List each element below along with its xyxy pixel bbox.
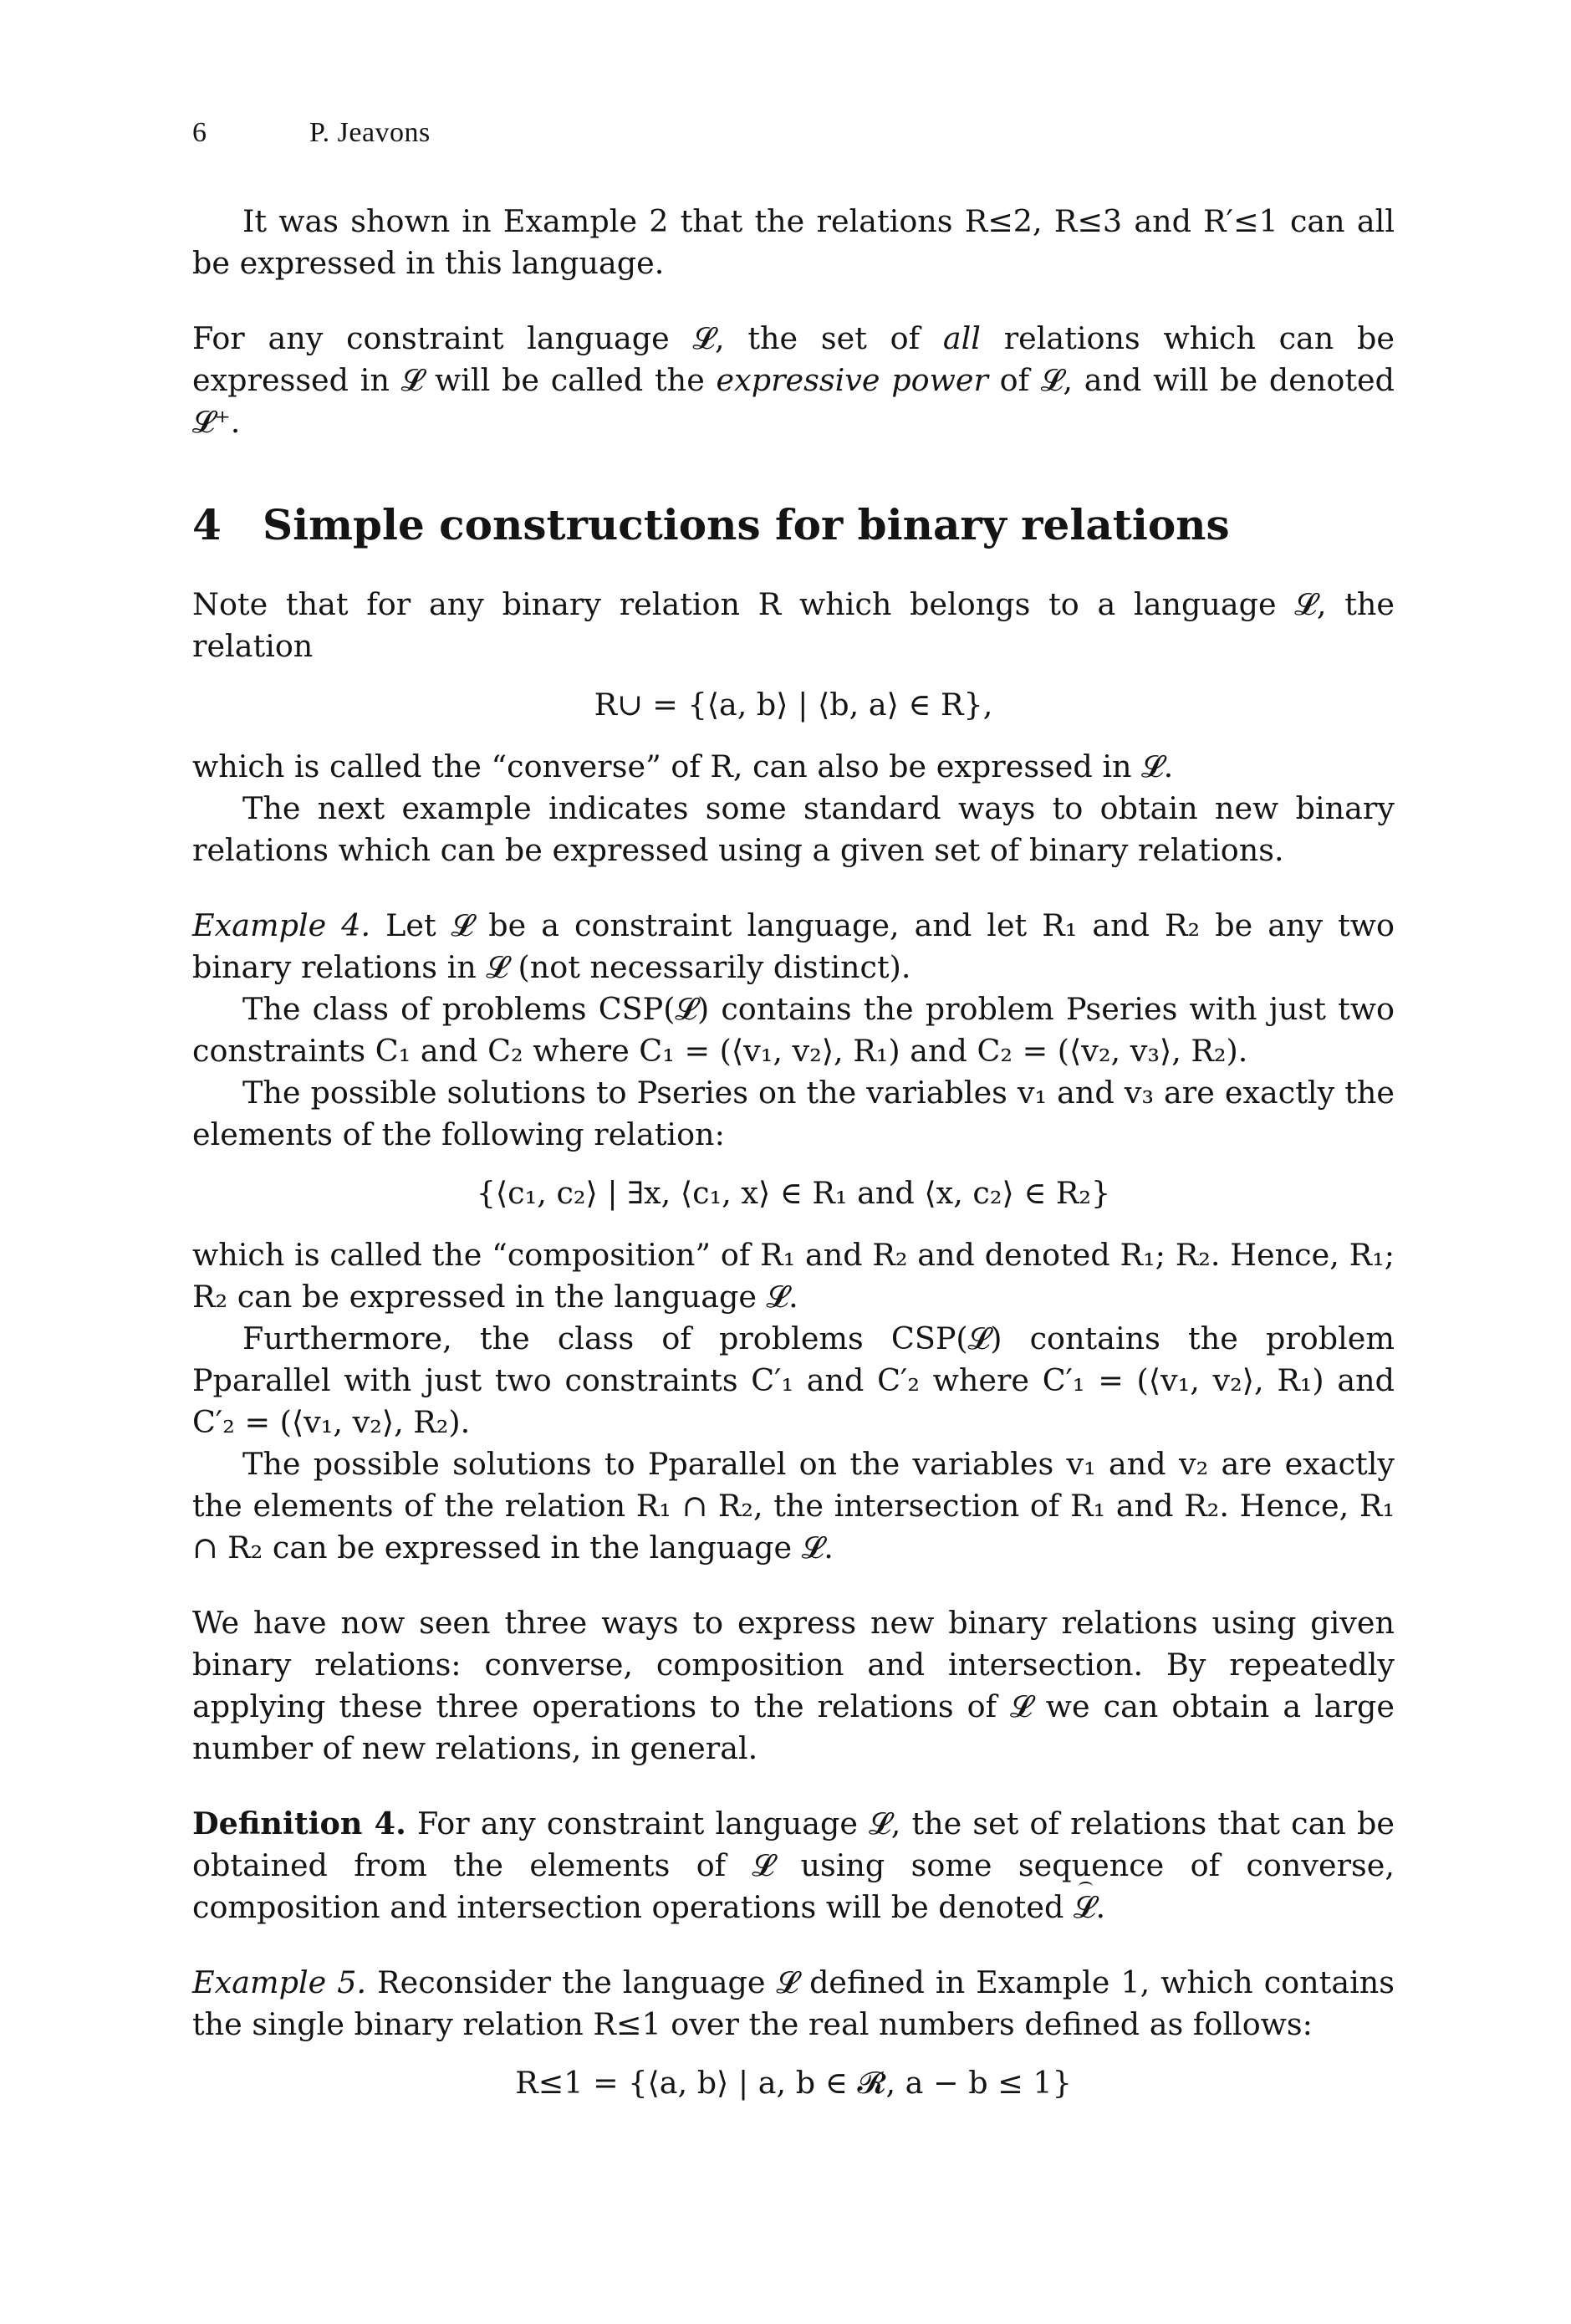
section-title: Simple constructions for binary relations bbox=[263, 500, 1230, 549]
section-heading bbox=[192, 500, 1395, 550]
equation-composition: {⟨c₁, c₂⟩ | ∃x, ⟨c₁, x⟩ ∈ R₁ and ⟨x, c₂⟩ ∈ R₂} bbox=[476, 1175, 1111, 1211]
paragraph-example2-reference: It was shown in Example 2 that the relations R≤2, R≤3 and R′≤1 can all be expressed in this language. bbox=[192, 203, 1395, 281]
running-title: P. Jeavons bbox=[309, 117, 431, 148]
example-5 bbox=[192, 1962, 1395, 2046]
example-4 bbox=[192, 905, 1395, 988]
example-4-series-solutions: The possible solutions to Pseries on the variables v₁ and v₃ are exactly the elements of the following relation: bbox=[192, 1075, 1395, 1152]
emphasis-all: all bbox=[942, 320, 981, 356]
example-4-series: The class of problems CSP(𝓛) contains the problem Pseries with just two constraints C₁ and C₂ where C₁ = (⟨v₁, v₂⟩, R₁) and C₂ = (⟨v₂, v₃⟩, R₂). bbox=[192, 991, 1395, 1069]
text-fragment: For any constraint language 𝓛, the set of bbox=[192, 320, 943, 356]
equation-converse: R∪ = {⟨a, b⟩ | ⟨b, a⟩ ∈ R}, bbox=[594, 687, 993, 723]
text-fragment: of 𝓛, and will be denoted 𝓛⁺. bbox=[192, 362, 1395, 440]
example-4-text: Let 𝓛 be a constraint language, and let R₁ and R₂ be any two binary relations in 𝓛 (not necessarily distinct). bbox=[192, 907, 1395, 985]
running-header bbox=[192, 117, 431, 149]
paragraph-converse: which is called the “converse” of R, can also be expressed in 𝓛. bbox=[192, 748, 1174, 784]
definition-4-label: Definition 4. bbox=[192, 1806, 406, 1841]
definition-4 bbox=[192, 1803, 1395, 1928]
example-5-text: Reconsider the language 𝓛 defined in Example 1, which contains the single binary relation R≤1 over the real numbers defined as follows: bbox=[192, 1964, 1395, 2042]
equation-r-le-1: R≤1 = {⟨a, b⟩ | a, b ∈ 𝓡, a − b ≤ 1} bbox=[515, 2065, 1072, 2101]
example-5-label: Example 5. bbox=[192, 1964, 367, 2000]
paragraph-three-ways: We have now seen three ways to express new binary relations using given binary relations: converse, composition and intersection. By repeatedly applying these three operations to the relations of 𝓛 we can obtain a large number of new relations, in general. bbox=[192, 1605, 1395, 1766]
paragraph-converse-intro: Note that for any binary relation R which belongs to a language 𝓛, the relation bbox=[192, 586, 1395, 664]
page-body bbox=[192, 201, 1395, 2124]
definition-4-text: For any constraint language 𝓛, the set of relations that can be obtained from the elements of 𝓛 using some sequence of converse, composition and intersection operations will be denoted bbox=[192, 1806, 1395, 1925]
paragraph-next-example: The next example indicates some standard ways to obtain new binary relations which can be expressed using a given set of binary relations. bbox=[192, 790, 1395, 868]
page-number: 6 bbox=[192, 117, 207, 148]
term-expressive-power: expressive power bbox=[716, 362, 988, 398]
definition-4-end: . bbox=[1095, 1889, 1106, 1925]
example-4-label: Example 4. bbox=[192, 907, 371, 943]
paragraph-expressive-power bbox=[192, 318, 1395, 443]
text-fragment: relations which can be expressed in 𝓛 will be called the bbox=[192, 320, 1395, 398]
language-closure-symbol: 𝓛 bbox=[1074, 1887, 1096, 1928]
example-4-parallel-solutions: The possible solutions to Pparallel on the variables v₁ and v₂ are exactly the elements of the relation R₁ ∩ R₂, the intersection of R₁ and R₂. Hence, R₁ ∩ R₂ can be expressed in the language 𝓛. bbox=[192, 1446, 1395, 1566]
paragraph-composition: which is called the “composition” of R₁ and R₂ and denoted R₁; R₂. Hence, R₁; R₂ can be expressed in the language 𝓛. bbox=[192, 1237, 1395, 1315]
example-4-parallel: Furthermore, the class of problems CSP(𝓛) contains the problem Pparallel with just two constraints C′₁ and C′₂ where C′₁ = (⟨v₁, v₂⟩, R₁) and C′₂ = (⟨v₁, v₂⟩, R₂). bbox=[192, 1320, 1395, 1440]
section-number: 4 bbox=[192, 500, 222, 549]
